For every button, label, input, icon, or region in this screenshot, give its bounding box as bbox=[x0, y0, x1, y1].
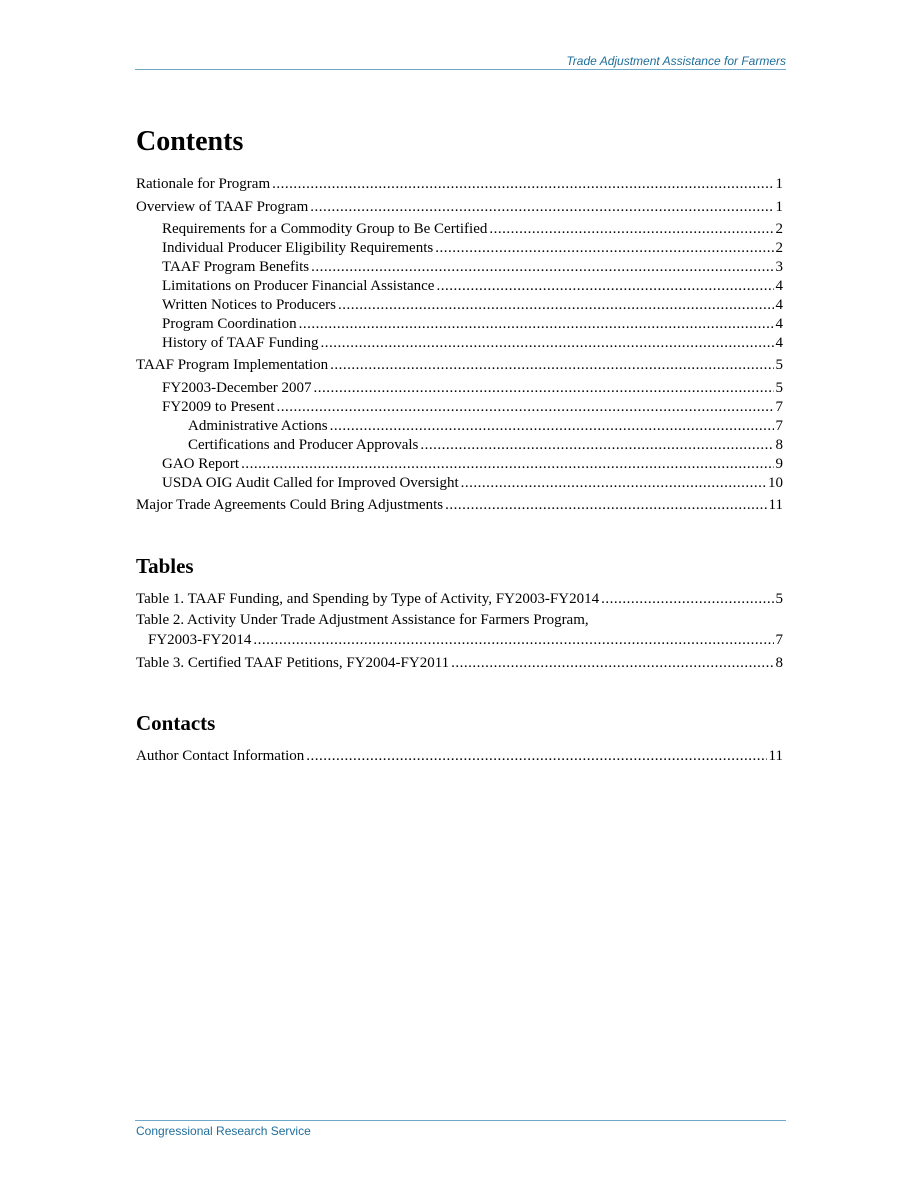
toc-page-number: 3 bbox=[775, 259, 783, 275]
dot-leader bbox=[310, 198, 773, 216]
toc-page-number: 8 bbox=[775, 655, 783, 671]
dot-leader bbox=[436, 277, 773, 295]
toc-entry-label: Limitations on Producer Financial Assistance bbox=[162, 278, 435, 294]
toc-page-number: 5 bbox=[775, 380, 783, 396]
page-footer bbox=[135, 1120, 786, 1138]
running-header bbox=[135, 54, 786, 70]
toc-entry-label: TAAF Program Implementation bbox=[136, 357, 329, 373]
toc-entry-requirements-commodity[interactable] bbox=[162, 220, 783, 238]
toc-entry-label: Program Coordination bbox=[162, 316, 297, 332]
dot-leader bbox=[314, 379, 774, 397]
toc-entry-gao-report[interactable] bbox=[162, 455, 783, 473]
dot-leader bbox=[451, 654, 773, 672]
dot-leader bbox=[445, 496, 766, 514]
toc-page-number: 11 bbox=[768, 748, 783, 764]
header-title: Trade Adjustment Assistance for Farmers bbox=[566, 54, 786, 68]
toc-entry-label: Overview of TAAF Program bbox=[136, 199, 309, 215]
toc-entry-label: History of TAAF Funding bbox=[162, 335, 319, 351]
dot-leader bbox=[601, 590, 773, 608]
toc-entry-administrative-actions[interactable] bbox=[188, 417, 783, 435]
toc-entry-table-3[interactable] bbox=[136, 654, 783, 672]
contents-heading: Contents bbox=[136, 126, 244, 157]
toc-entry-rationale[interactable] bbox=[136, 175, 783, 193]
toc-page-number: 2 bbox=[775, 240, 783, 256]
toc-page-number: 2 bbox=[775, 221, 783, 237]
toc-entry-implementation[interactable] bbox=[136, 356, 783, 374]
dot-leader bbox=[272, 175, 773, 193]
toc-entry-table-2[interactable] bbox=[148, 631, 783, 649]
toc-page-number: 11 bbox=[768, 497, 783, 513]
toc-entry-program-coordination[interactable] bbox=[162, 315, 783, 333]
toc-entry-label: FY2003-FY2014 bbox=[148, 632, 252, 648]
toc-entry-fy2003-2007[interactable] bbox=[162, 379, 783, 397]
dot-leader bbox=[330, 417, 774, 435]
dot-leader bbox=[311, 258, 773, 276]
toc-entry-label: FY2009 to Present bbox=[162, 399, 275, 415]
tables-heading: Tables bbox=[136, 554, 194, 578]
toc-page-number: 4 bbox=[775, 335, 783, 351]
toc-entry-label: Author Contact Information bbox=[136, 748, 305, 764]
contacts-heading: Contacts bbox=[136, 711, 216, 735]
toc-page-number: 4 bbox=[775, 297, 783, 313]
toc-entry-history-funding[interactable] bbox=[162, 334, 783, 352]
toc-page-number: 1 bbox=[775, 199, 783, 215]
toc-entry-table-2-line1[interactable]: Table 2. Activity Under Trade Adjustment Assistance for Farmers Program, bbox=[136, 612, 589, 628]
toc-entry-label: TAAF Program Benefits bbox=[162, 259, 310, 275]
toc-entry-label: USDA OIG Audit Called for Improved Oversight bbox=[162, 475, 459, 491]
toc-entry-usda-oig-audit[interactable] bbox=[162, 474, 783, 492]
dot-leader bbox=[277, 398, 774, 416]
toc-entry-label: Rationale for Program bbox=[136, 176, 271, 192]
toc-entry-label: GAO Report bbox=[162, 456, 240, 472]
dot-leader bbox=[299, 315, 774, 333]
toc-page-number: 5 bbox=[775, 591, 783, 607]
toc-entry-label: Major Trade Agreements Could Bring Adjustments bbox=[136, 497, 444, 513]
toc-entry-label: Administrative Actions bbox=[188, 418, 328, 434]
dot-leader bbox=[489, 220, 773, 238]
dot-leader bbox=[338, 296, 774, 314]
toc-page-number: 4 bbox=[775, 316, 783, 332]
toc-entry-producer-eligibility[interactable] bbox=[162, 239, 783, 257]
toc-entry-author-contact[interactable] bbox=[136, 747, 783, 765]
toc-entry-label: Individual Producer Eligibility Requirements bbox=[162, 240, 434, 256]
toc-entry-program-benefits[interactable] bbox=[162, 258, 783, 276]
footer-text: Congressional Research Service bbox=[136, 1124, 311, 1138]
toc-entry-label: Table 1. TAAF Funding, and Spending by Type of Activity, FY2003-FY2014 bbox=[136, 591, 600, 607]
toc-entry-label: FY2003-December 2007 bbox=[162, 380, 312, 396]
toc-entry-major-trade-agreements[interactable] bbox=[136, 496, 783, 514]
toc-entry-table-1[interactable] bbox=[136, 590, 783, 608]
dot-leader bbox=[320, 334, 773, 352]
toc-page-number: 7 bbox=[775, 632, 783, 648]
toc-entry-certifications[interactable] bbox=[188, 436, 783, 454]
toc-entry-label: Requirements for a Commodity Group to Be Certified bbox=[162, 221, 488, 237]
dot-leader bbox=[435, 239, 773, 257]
toc-entry-fy2009-present[interactable] bbox=[162, 398, 783, 416]
toc-page-number: 5 bbox=[775, 357, 783, 373]
dot-leader bbox=[241, 455, 773, 473]
toc-entry-written-notices[interactable] bbox=[162, 296, 783, 314]
dot-leader bbox=[420, 436, 773, 454]
dot-leader bbox=[306, 747, 766, 765]
toc-page-number: 1 bbox=[775, 176, 783, 192]
toc-page-number: 7 bbox=[775, 399, 783, 415]
dot-leader bbox=[330, 356, 773, 374]
dot-leader bbox=[461, 474, 766, 492]
dot-leader bbox=[253, 631, 773, 649]
toc-entry-limitations[interactable] bbox=[162, 277, 783, 295]
toc-page-number: 4 bbox=[775, 278, 783, 294]
toc-entry-label: Table 3. Certified TAAF Petitions, FY2004-FY2011 bbox=[136, 655, 450, 671]
toc-entry-label: Certifications and Producer Approvals bbox=[188, 437, 419, 453]
toc-page-number: 8 bbox=[775, 437, 783, 453]
toc-page-number: 9 bbox=[775, 456, 783, 472]
toc-entry-overview[interactable] bbox=[136, 198, 783, 216]
toc-page-number: 7 bbox=[775, 418, 783, 434]
toc-page-number: 10 bbox=[768, 475, 783, 491]
toc-entry-label: Written Notices to Producers bbox=[162, 297, 336, 313]
